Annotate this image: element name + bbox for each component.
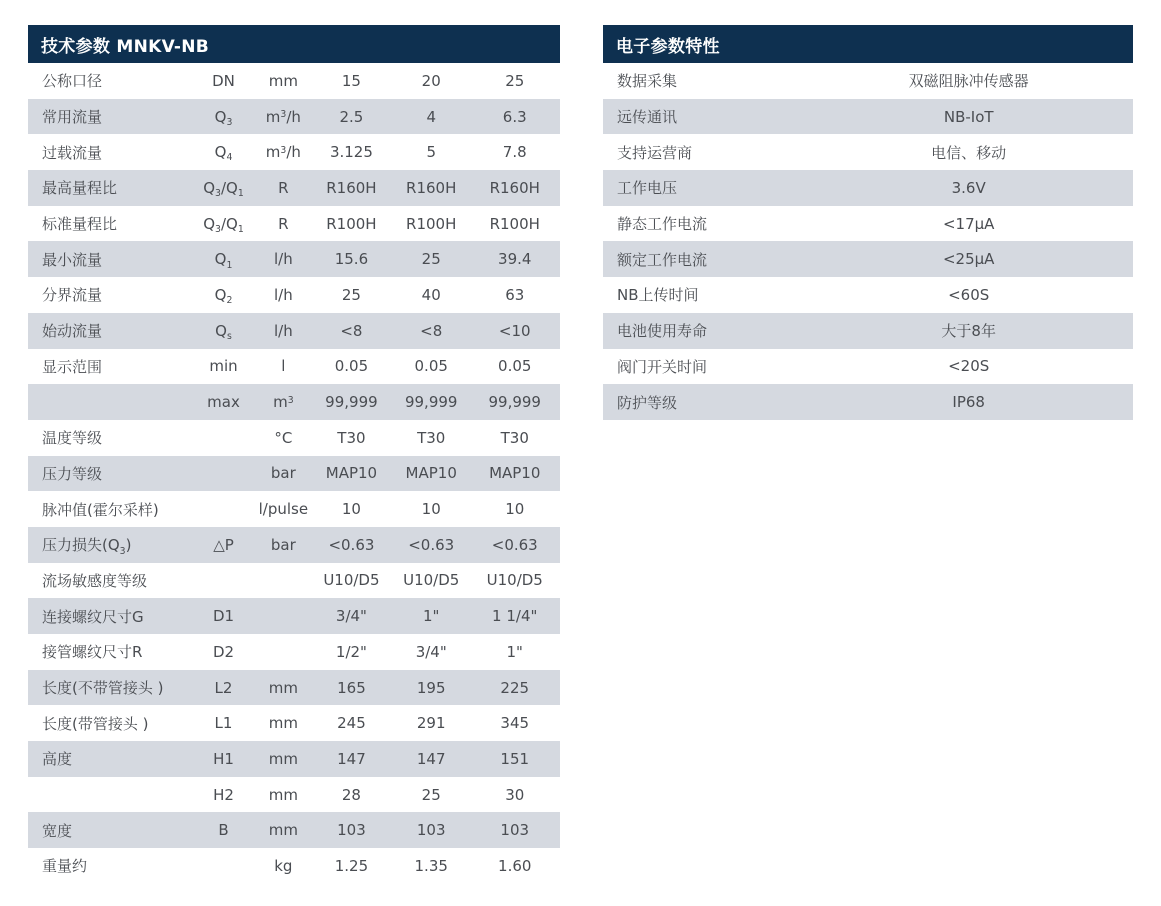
electronic-parameters-table [603,25,1133,420]
param-value: 2.5 [339,107,364,126]
param-value: 147 [337,749,366,768]
param-unit: mm [268,785,298,804]
param-name: 流场敏感度等级 [42,571,148,590]
param-value: <0.63 [328,535,375,554]
param-value: 291 [416,714,446,733]
table-row [603,277,1133,313]
param-value: R160H [326,178,377,197]
param-value: 103 [337,821,366,840]
param-value: R160H [489,178,540,197]
param-name: 标准量程比 [42,215,118,234]
param-value: R100H [489,214,540,233]
param-unit: mm [268,678,298,697]
param-value: MAP10 [325,464,378,483]
param-name: 接管螺纹尺寸R [42,643,143,662]
param-name: 常用流量 [42,108,103,127]
param-unit: °C [274,428,293,447]
table-row [28,456,560,492]
param-value: 165 [337,678,366,697]
param-symbol: L1 [214,714,233,733]
param-value: 4 [426,107,436,126]
param-symbol: DN [212,71,235,90]
table-row [28,420,560,456]
param-symbol: $Q_4$ [214,143,233,164]
param-value: R100H [326,214,377,233]
param-value: <8 [420,321,443,340]
table-row [28,527,560,563]
param-name: 最高量程比 [42,179,118,198]
param-name: 脉冲值(霍尔采样) [42,500,159,519]
param-value: 25 [421,250,441,269]
param-value: 195 [416,678,446,697]
electronic-parameters-rows [603,63,1133,420]
table-row [28,491,560,527]
param-unit: R [278,178,289,197]
table-row [603,206,1133,242]
param-value: 20 [421,71,441,90]
param-value: U10/D5 [486,571,543,590]
param-value: 1.60 [498,856,532,875]
spec-value: <17μA [942,214,995,233]
param-unit: R [278,214,289,233]
table-row [28,563,560,599]
spec-value: NB-IoT [943,107,994,126]
param-value: R100H [406,214,457,233]
table-row [28,384,560,420]
param-value: U10/D5 [323,571,380,590]
param-value: 345 [500,714,530,733]
param-value: 63 [505,285,525,304]
table-row [28,741,560,777]
param-unit: $m^3$ [273,393,294,412]
param-value: 28 [341,785,361,804]
technical-parameters-table [28,25,560,884]
param-value: 1 1/4" [492,607,538,626]
table-row [603,349,1133,385]
param-value: MAP10 [405,464,457,483]
param-unit: bar [270,535,296,554]
param-value: 3/4" [335,607,367,626]
param-unit: l/h [273,321,293,340]
spec-value: 双磁阻脉冲传感器 [908,72,1029,91]
param-unit: l/h [273,250,293,269]
param-value: 7.8 [502,143,527,162]
param-value: 0.05 [498,357,532,376]
param-name: 连接螺纹尺寸G [42,607,144,626]
param-name: 压力等级 [42,464,103,483]
param-symbol: B [218,821,229,840]
param-name: 长度(带管接头 ) [42,714,149,733]
spec-name: 静态工作电流 [617,215,708,234]
table-row [28,598,560,634]
param-value: 151 [500,749,530,768]
param-symbol: $Q_3$ [214,107,233,128]
param-value: R160H [406,178,457,197]
param-value: 5 [426,143,436,162]
param-value: 30 [505,785,525,804]
param-value: T30 [417,428,446,447]
table-row [28,134,560,170]
param-value: T30 [337,428,366,447]
param-name: 过载流量 [42,143,103,162]
param-value: T30 [500,428,529,447]
param-symbol: min [209,357,238,376]
param-name: 高度 [42,750,73,769]
param-name: 压力损失$(Q_3)$ [42,536,132,557]
param-value: 1.25 [334,856,369,875]
spec-name: 远传通讯 [617,108,678,127]
param-unit: bar [270,464,296,483]
param-value: 99,999 [404,393,458,412]
technical-parameters-header [28,25,560,63]
param-symbol: H1 [213,749,234,768]
spec-value: <60S [948,285,990,304]
param-symbol: $Q_3/Q_1$ [203,214,244,235]
param-value: 10 [421,500,441,519]
table-row [603,63,1133,99]
table-row [28,241,560,277]
param-value: 1/2" [335,642,367,661]
param-symbol: D1 [212,607,235,626]
param-value: 99,999 [488,393,541,412]
table-row [28,99,560,135]
param-name: 宽度 [42,821,73,840]
table-row [28,349,560,385]
table-row [28,206,560,242]
electronic-parameters-header [603,25,1133,63]
param-unit: kg [274,856,293,875]
table-row [603,134,1133,170]
param-symbol: H2 [213,785,234,804]
table-row [603,384,1133,420]
table-row [28,812,560,848]
spec-value: IP68 [952,393,985,412]
param-value: 15 [341,71,361,90]
param-value: 25 [421,785,441,804]
param-unit: l [281,357,286,376]
spec-name: 工作电压 [617,179,678,198]
spec-name: 电池使用寿命 [617,322,708,341]
param-value: 3/4" [415,642,447,661]
table-row [28,670,560,706]
param-value: 25 [341,285,361,304]
param-unit: l/h [273,285,293,304]
param-value: <0.63 [491,535,538,554]
table-row [603,313,1133,349]
param-value: 10 [505,500,525,519]
param-value: 25 [505,71,525,90]
table-row [603,99,1133,135]
param-value: 99,999 [325,393,378,412]
param-unit: mm [268,71,298,90]
spec-name: NB上传时间 [617,286,699,305]
param-symbol: $Q_s$ [215,321,232,342]
param-unit: mm [268,821,298,840]
param-name: 长度(不带管接头 ) [42,679,164,698]
param-unit: mm [268,714,298,733]
table-row [28,170,560,206]
spec-name: 支持运营商 [617,143,693,162]
spec-value: 大于8年 [941,322,996,341]
param-name: 分界流量 [42,286,103,305]
table-row [28,777,560,813]
param-name: 始动流量 [42,322,103,341]
param-name: 显示范围 [42,357,103,376]
spec-name: 额定工作电流 [617,250,708,269]
param-unit: $m^3/h$ [265,143,301,162]
electronic-parameters-title: 电子参数特性 [616,36,720,57]
spec-name: 数据采集 [617,72,678,91]
technical-parameters-title: 技术参数 MNKV-NB [41,36,209,57]
param-value: <0.63 [408,535,455,554]
param-value: 0.05 [414,357,448,376]
param-value: 245 [337,714,366,733]
param-symbol: △P [213,535,234,554]
param-value: <10 [498,321,531,340]
param-value: 15.6 [334,250,369,269]
spec-name: 防护等级 [617,393,678,412]
spec-name: 阀门开关时间 [617,357,708,376]
param-name: 最小流量 [42,250,103,269]
param-value: MAP10 [489,464,541,483]
param-value: 6.3 [502,107,527,126]
table-row [28,313,560,349]
table-row [28,634,560,670]
param-symbol: $Q_1$ [214,250,233,271]
spec-value: 电信、移动 [931,143,1007,162]
table-row [28,705,560,741]
table-row [28,848,560,884]
param-value: 40 [421,285,441,304]
param-value: 0.05 [334,357,369,376]
param-value: 103 [416,821,446,840]
param-name: 公称口径 [42,72,103,91]
table-row [28,277,560,313]
param-value: 1" [422,607,440,626]
param-value: <8 [340,321,363,340]
param-symbol: L2 [214,678,233,697]
param-symbol: D2 [212,642,235,661]
param-value: 1" [506,642,523,661]
spec-value: <25μA [942,250,995,269]
spec-value: 3.6V [951,178,986,197]
param-value: 103 [500,821,530,840]
param-unit: mm [268,749,298,768]
param-name: 温度等级 [42,429,103,448]
table-row [28,63,560,99]
param-value: 10 [341,500,361,519]
table-row [603,170,1133,206]
param-value: 39.4 [498,250,532,269]
param-symbol: $Q_2$ [214,285,233,307]
param-value: U10/D5 [403,571,460,590]
param-value: 3.125 [329,143,373,162]
param-value: 225 [500,678,530,697]
table-row [603,241,1133,277]
param-name: 重量约 [42,857,88,876]
param-unit: $m^3/h$ [265,107,301,126]
param-value: 147 [416,749,446,768]
param-symbol: max [207,393,240,412]
spec-value: <20S [948,357,990,376]
param-value: 1.35 [414,856,448,875]
param-symbol: $Q_3/Q_1$ [203,178,244,200]
technical-parameters-rows [28,63,560,884]
param-unit: l/pulse [258,500,309,519]
